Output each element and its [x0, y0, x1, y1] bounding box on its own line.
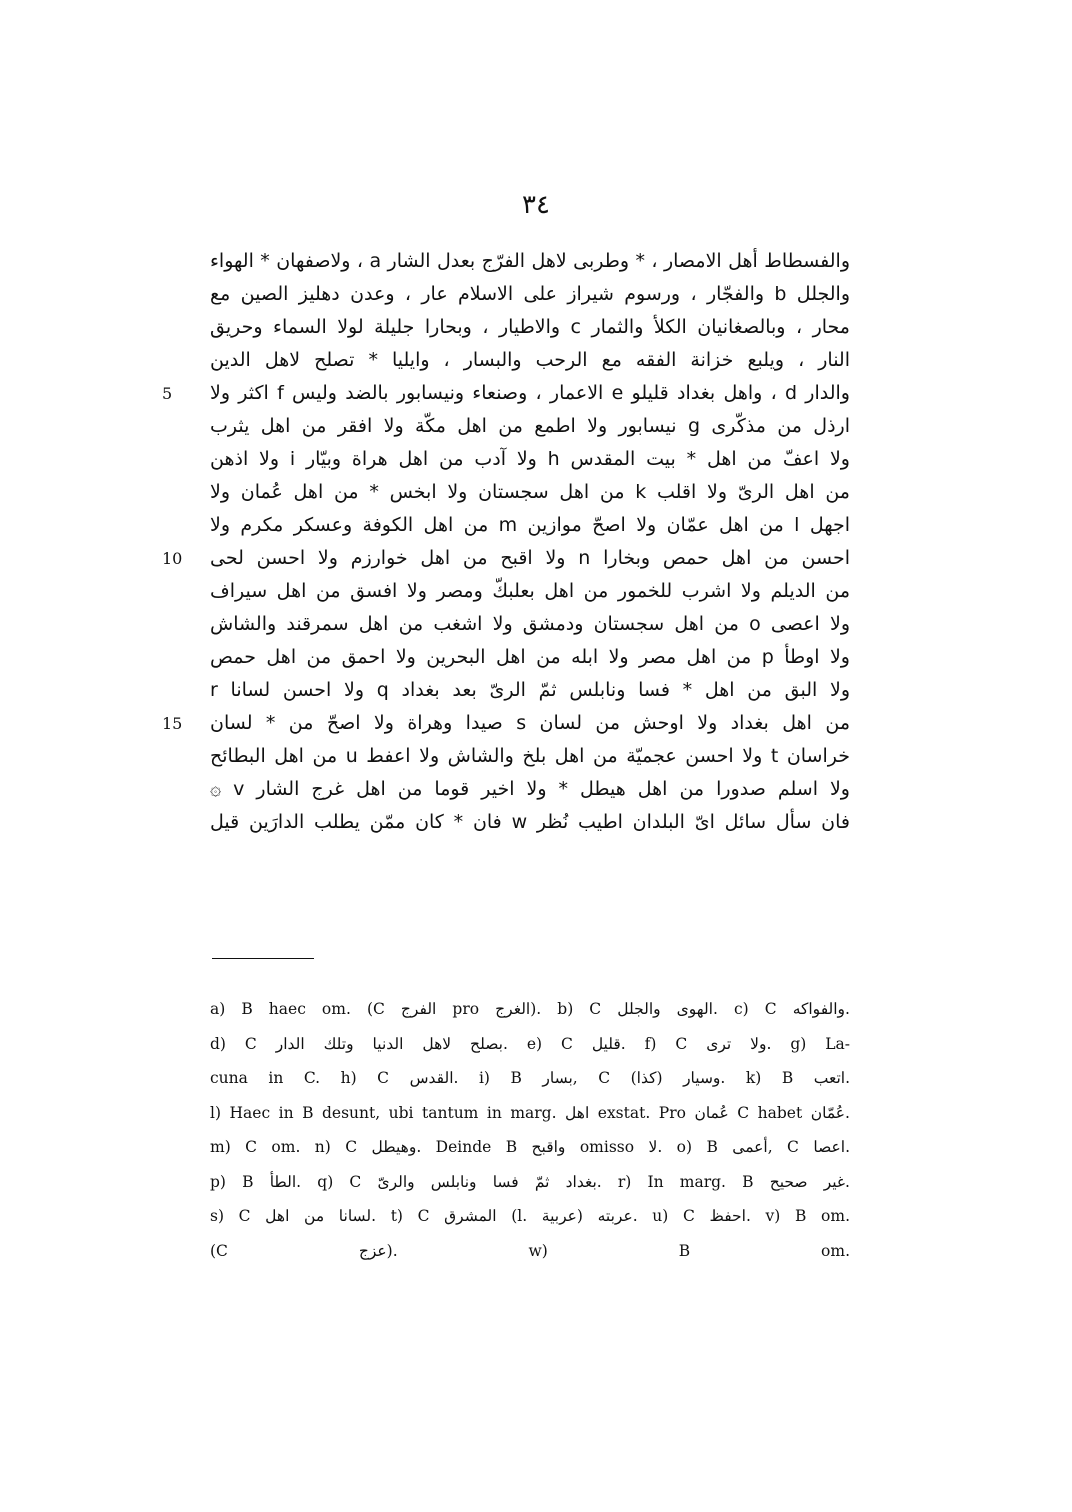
text-line [210, 476, 850, 509]
line-text: اجهل l من اهل عمّان ولا اصحّ موازين m من اهل الكوفة وعسكر مكرم ولا [210, 514, 850, 536]
line-text: من اهل الرىّ ولا اقلب k من اهل سجستان ولا ابخس * من اهل عُمان ولا [210, 481, 850, 503]
line-text: والفسطاط أهل الامصار ، * وطربى لاهل الفرّج بعدل الشار a ، ولاصفهان * الهواء [210, 250, 850, 272]
footnote-line: d) C بصلح لاهل الدنيا وتلك الدار. e) C قليل. f) C ولا ترى. g) La- [210, 1034, 851, 1053]
text-line [210, 278, 850, 311]
text-line [210, 641, 850, 674]
line-text: فان سأل سائل اىّ البلدان اطيب نُظر w فان * كان ممّن يطلب الدارَين قيل [210, 811, 850, 833]
footnote-line: p) B الطأ. q) C بغداد ثمّ فسا ونابلس والرىّ. r) In marg. B غير صحيح. [210, 1172, 850, 1191]
line-text: النار ، ويلبع خزانة الفقه مع الرحب والبسار ، وايليا * تصلح لاهل الدين [210, 349, 850, 371]
text-line [210, 344, 850, 377]
footnote-line: l) Haec in B desunt, ubi tantum in marg. اهل exstat. Pro عُمان C habet عُمّان. [210, 1103, 850, 1122]
line-number: 5 [162, 384, 173, 403]
text-line [210, 509, 850, 542]
line-text: من اهل بغداد ولا اوحش من لسان s صيدا وهراة ولا اصحّ من * لسان [210, 712, 850, 734]
text-line [162, 377, 850, 410]
line-number: 15 [162, 714, 183, 733]
text-line [210, 674, 850, 707]
text-line [210, 773, 850, 806]
text-line [162, 707, 850, 740]
text-line [210, 410, 850, 443]
text-line [162, 542, 850, 575]
text-line [210, 311, 850, 344]
line-text: ارذل من مذكّرى g نيسابور ولا اطمع من اهل مكّة ولا افقر من اهل يثرب [210, 415, 851, 437]
line-text: والدار d ، واهل بغداد قليلو e الاعمار ، وصنعاء ونيسابور بالضد وليس f اكثر ولا [210, 382, 850, 404]
footnote-line: a) B haec om. (C الفرج pro الغرج). b) C الهوى والجلل. c) C والفواكه. [210, 1000, 850, 1018]
line-text: من الديلم ولا اشرب للخمور من اهل بعلبكّ ومصر ولا افسق من اهل سيراف [210, 580, 850, 602]
line-text: ولا اعصى o من اهل سجستان ودمشق ولا اشغب من اهل سمرقند والشاش [210, 613, 850, 635]
line-text: ولا اعفّ من اهل * بيت المقدس h ولا آدب من اهل هراة وبيّار i ولا اذهن [210, 448, 850, 470]
line-text: والجلل b والفجّار ، ورسوم شيراز على الاسلام عار ، وعدن دهليز الصين مع [210, 283, 850, 305]
footnote-line: s) C لسانا من اهل. t) C المشرق (l. عربية) عربته. u) C احفظ. v) B om. [210, 1207, 850, 1225]
footnote-line: (C عزج). w) B om. [210, 1241, 850, 1260]
text-line [210, 806, 850, 839]
footnote-line: cuna in C. h) C القدس. i) B بسار, C وسيار (كذا). k) B اتعب. [210, 1069, 851, 1087]
page-number: ٣٤ [522, 190, 550, 220]
line-text: ولا البق من اهل * فسا ونابلس ثمّ الرىّ بعد بغداد q ولا احسن لسانا r [210, 679, 850, 701]
footnote-line: m) C om. n) C وهيطل. Deinde B واقبح omisso لا. o) B أعمى, C اعصا. [210, 1138, 851, 1156]
line-text: احسن من اهل حمص وبخارا n ولا اقبح من اهل خوارزم ولا احسن لحى [210, 547, 850, 569]
main-text [162, 245, 851, 839]
text-line [210, 608, 850, 641]
line-text: خراسان t ولا احسن عجميّة من اهل بلخ والشاش ولا اعفط u من اهل البطائح [210, 745, 850, 767]
text-line [210, 443, 850, 476]
text-line [210, 740, 850, 773]
text-line [210, 245, 850, 278]
line-text: ولا اسلم صدورا من اهل هيطل * ولا اخير قوما من اهل غرج الشار v ۞ [210, 778, 850, 800]
line-text: محار ، وبالصغانيان الكلأ والثمار c والاطيار ، وبحارا جليلة لولا السماء وحريق [210, 316, 850, 338]
footnotes [210, 992, 850, 1268]
text-line [210, 575, 850, 608]
line-text: ولا اوطأ p من اهل مصر ولا ابله من اهل البحرين ولا احمق من اهل حمص [210, 646, 850, 668]
footnote-divider [212, 958, 314, 959]
line-number: 10 [162, 549, 183, 568]
